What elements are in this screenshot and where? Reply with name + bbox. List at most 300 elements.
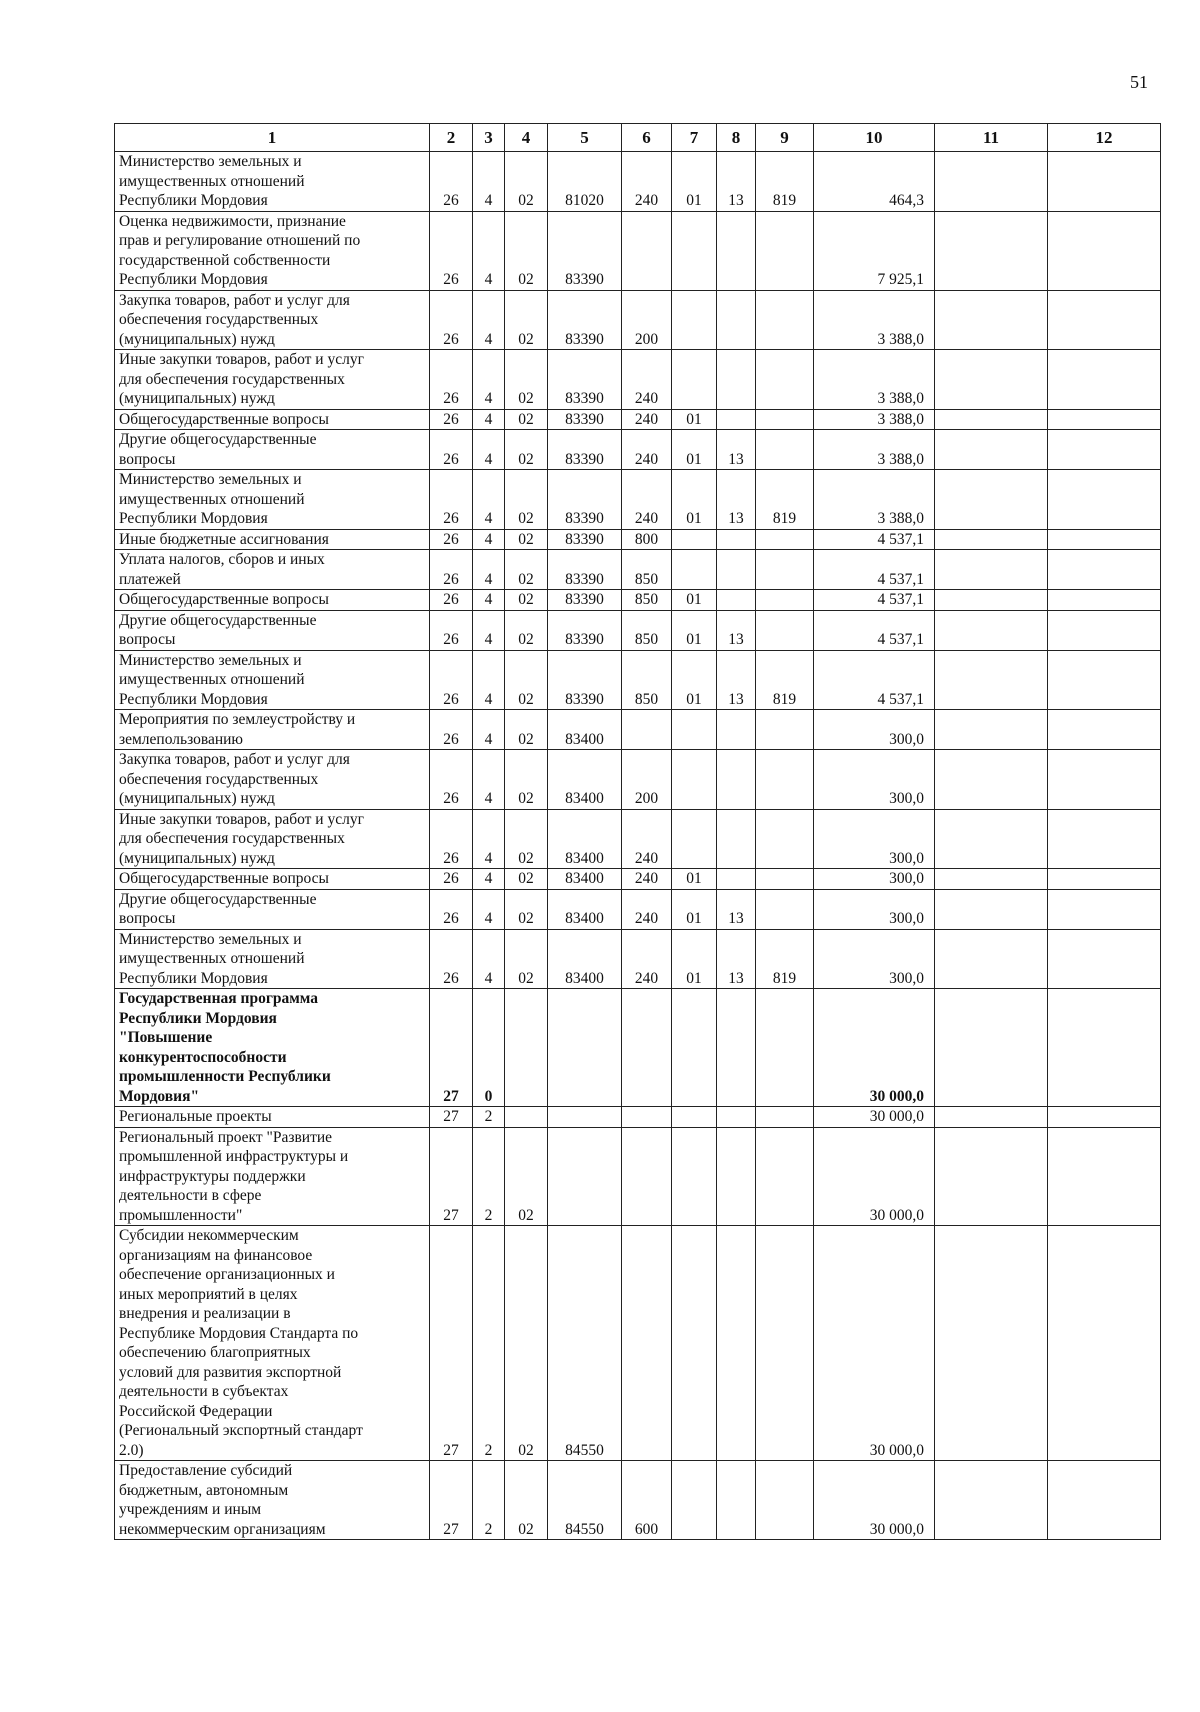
description-line: для обеспечения государственных xyxy=(119,830,345,847)
code-cell: 240 xyxy=(622,430,672,470)
amount-cell: 464,3 xyxy=(814,152,935,212)
table-row xyxy=(115,1226,1161,1461)
code-cell: 26 xyxy=(430,929,473,989)
code-cell xyxy=(717,409,756,430)
code-cell xyxy=(717,550,756,590)
code-cell: 4 xyxy=(473,430,505,470)
row-description xyxy=(115,1461,430,1540)
description-line: вопросы xyxy=(119,631,176,648)
description-line: Закупка товаров, работ и услуг для xyxy=(119,751,350,768)
code-cell: 26 xyxy=(430,529,473,550)
description-line: Мероприятия по землеустройству и xyxy=(119,711,356,728)
code-cell: 83390 xyxy=(548,550,622,590)
code-cell xyxy=(1048,1107,1161,1128)
code-cell: 4 xyxy=(473,211,505,290)
code-cell xyxy=(1048,610,1161,650)
code-cell xyxy=(1048,350,1161,410)
description-line: обеспечение организационных и xyxy=(119,1266,335,1283)
code-cell: 26 xyxy=(430,590,473,611)
code-cell xyxy=(717,290,756,350)
code-cell: 01 xyxy=(672,470,717,530)
code-cell: 2 xyxy=(473,1107,505,1128)
amount-cell: 3 388,0 xyxy=(814,409,935,430)
code-cell xyxy=(1048,470,1161,530)
code-cell xyxy=(935,529,1048,550)
code-cell xyxy=(672,1107,717,1128)
code-cell xyxy=(717,750,756,810)
code-cell xyxy=(756,889,814,929)
code-cell xyxy=(622,1127,672,1226)
code-cell: 02 xyxy=(505,750,548,810)
description-line: Государственная программа xyxy=(119,990,318,1007)
code-cell: 83390 xyxy=(548,470,622,530)
code-cell xyxy=(548,1107,622,1128)
code-cell: 240 xyxy=(622,889,672,929)
code-cell: 26 xyxy=(430,650,473,710)
code-cell: 26 xyxy=(430,889,473,929)
code-cell: 4 xyxy=(473,610,505,650)
description-line: Иные закупки товаров, работ и услуг xyxy=(119,351,364,368)
code-cell: 02 xyxy=(505,550,548,590)
column-header: 7 xyxy=(672,124,717,152)
code-cell: 83390 xyxy=(548,290,622,350)
amount-cell: 300,0 xyxy=(814,869,935,890)
description-line: (муниципальных) нужд xyxy=(119,790,275,807)
code-cell: 200 xyxy=(622,290,672,350)
code-cell xyxy=(935,350,1048,410)
code-cell: 850 xyxy=(622,650,672,710)
code-cell: 02 xyxy=(505,1226,548,1461)
code-cell: 200 xyxy=(622,750,672,810)
code-cell xyxy=(1048,989,1161,1107)
code-cell: 819 xyxy=(756,152,814,212)
description-line: обеспечению благоприятных xyxy=(119,1344,311,1361)
code-cell: 81020 xyxy=(548,152,622,212)
code-cell: 26 xyxy=(430,152,473,212)
code-cell: 600 xyxy=(622,1461,672,1540)
description-line: условий для развития экспортной xyxy=(119,1363,342,1381)
table-row xyxy=(115,529,1161,550)
code-cell xyxy=(1048,290,1161,350)
description-line: Министерство земельных и xyxy=(119,153,302,170)
code-cell: 83390 xyxy=(548,430,622,470)
description-line: вопросы xyxy=(119,450,176,468)
description-line: (муниципальных) нужд xyxy=(119,849,275,867)
code-cell xyxy=(756,710,814,750)
amount-cell: 4 537,1 xyxy=(814,610,935,650)
code-cell: 26 xyxy=(430,430,473,470)
code-cell: 02 xyxy=(505,290,548,350)
code-cell xyxy=(717,710,756,750)
code-cell xyxy=(672,1127,717,1226)
code-cell xyxy=(672,350,717,410)
code-cell: 83400 xyxy=(548,869,622,890)
amount-cell: 300,0 xyxy=(814,809,935,869)
code-cell xyxy=(717,1461,756,1540)
code-cell xyxy=(717,809,756,869)
code-cell xyxy=(717,1127,756,1226)
code-cell: 4 xyxy=(473,470,505,530)
code-cell: 27 xyxy=(430,1127,473,1226)
code-cell xyxy=(672,989,717,1107)
code-cell xyxy=(935,809,1048,869)
amount-cell: 300,0 xyxy=(814,710,935,750)
row-description xyxy=(115,409,430,430)
description-line: деятельности в субъектах xyxy=(119,1383,289,1400)
description-line: Мордовия" xyxy=(119,1087,200,1105)
row-description xyxy=(115,1107,430,1128)
code-cell xyxy=(756,1107,814,1128)
row-description xyxy=(115,989,430,1107)
table-row xyxy=(115,610,1161,650)
code-cell: 13 xyxy=(717,610,756,650)
description-line: Республики Мордовия xyxy=(119,192,268,209)
code-cell: 83400 xyxy=(548,710,622,750)
table-row xyxy=(115,809,1161,869)
row-description xyxy=(115,470,430,530)
amount-cell: 30 000,0 xyxy=(814,1127,935,1226)
column-header: 2 xyxy=(430,124,473,152)
code-cell xyxy=(1048,430,1161,470)
code-cell: 819 xyxy=(756,470,814,530)
description-line: промышленной инфраструктуры и xyxy=(119,1148,349,1165)
code-cell xyxy=(756,750,814,810)
column-header: 4 xyxy=(505,124,548,152)
code-cell: 4 xyxy=(473,889,505,929)
code-cell xyxy=(548,989,622,1107)
code-cell xyxy=(1048,409,1161,430)
code-cell: 01 xyxy=(672,869,717,890)
code-cell xyxy=(1048,889,1161,929)
row-description xyxy=(115,1226,430,1461)
code-cell xyxy=(717,529,756,550)
row-description xyxy=(115,211,430,290)
code-cell xyxy=(935,1226,1048,1461)
description-line: Республики Мордовия xyxy=(119,1009,277,1027)
code-cell xyxy=(935,1107,1048,1128)
description-line: Общегосударственные вопросы xyxy=(119,410,329,428)
code-cell: 26 xyxy=(430,550,473,590)
code-cell xyxy=(717,869,756,890)
code-cell xyxy=(935,590,1048,611)
table-row xyxy=(115,989,1161,1107)
code-cell xyxy=(717,1107,756,1128)
code-cell: 02 xyxy=(505,211,548,290)
code-cell xyxy=(935,710,1048,750)
table-row xyxy=(115,409,1161,430)
code-cell xyxy=(622,710,672,750)
code-cell xyxy=(935,1127,1048,1226)
code-cell xyxy=(672,290,717,350)
code-cell xyxy=(935,430,1048,470)
code-cell xyxy=(505,1107,548,1128)
column-header: 8 xyxy=(717,124,756,152)
code-cell xyxy=(756,590,814,611)
description-line: (муниципальных) нужд xyxy=(119,330,275,348)
code-cell: 850 xyxy=(622,610,672,650)
code-cell xyxy=(672,1226,717,1461)
code-cell xyxy=(756,989,814,1107)
description-line: бюджетным, автономным xyxy=(119,1481,289,1499)
code-cell: 4 xyxy=(473,590,505,611)
code-cell: 01 xyxy=(672,430,717,470)
description-line: Иные бюджетные ассигнования xyxy=(119,530,329,548)
code-cell: 2 xyxy=(473,1461,505,1540)
code-cell xyxy=(717,211,756,290)
description-line: некоммерческим организациям xyxy=(119,1520,326,1538)
table-row xyxy=(115,290,1161,350)
table-row xyxy=(115,470,1161,530)
description-line: Субсидии некоммерческим xyxy=(119,1227,299,1244)
table-row xyxy=(115,550,1161,590)
row-description xyxy=(115,152,430,212)
code-cell: 01 xyxy=(672,152,717,212)
code-cell xyxy=(548,1127,622,1226)
code-cell: 26 xyxy=(430,710,473,750)
page-number: 51 xyxy=(1130,72,1148,92)
code-cell: 13 xyxy=(717,889,756,929)
amount-cell: 3 388,0 xyxy=(814,430,935,470)
description-line: Другие общегосударственные xyxy=(119,611,317,629)
description-line: Российской Федерации xyxy=(119,1402,273,1420)
description-line: имущественных отношений xyxy=(119,490,305,508)
code-cell: 01 xyxy=(672,889,717,929)
code-cell: 02 xyxy=(505,430,548,470)
description-line: (Региональный экспортный стандарт xyxy=(119,1422,363,1439)
code-cell: 26 xyxy=(430,409,473,430)
column-header: 1 xyxy=(115,124,430,152)
description-line: Закупка товаров, работ и услуг для xyxy=(119,291,350,309)
code-cell xyxy=(756,430,814,470)
code-cell: 4 xyxy=(473,750,505,810)
code-cell: 4 xyxy=(473,152,505,212)
code-cell xyxy=(756,211,814,290)
code-cell xyxy=(672,529,717,550)
description-line: Республики Мордовия xyxy=(119,969,268,987)
row-description xyxy=(115,929,430,989)
amount-cell: 300,0 xyxy=(814,929,935,989)
description-line: для обеспечения государственных xyxy=(119,370,345,388)
code-cell: 13 xyxy=(717,650,756,710)
code-cell: 01 xyxy=(672,409,717,430)
table-row xyxy=(115,211,1161,290)
description-line: имущественных отношений xyxy=(119,950,305,967)
code-cell: 02 xyxy=(505,470,548,530)
code-cell: 02 xyxy=(505,869,548,890)
table-row xyxy=(115,929,1161,989)
code-cell xyxy=(756,1226,814,1461)
code-cell: 240 xyxy=(622,470,672,530)
description-line: учреждениям и иным xyxy=(119,1501,262,1518)
row-description xyxy=(115,750,430,810)
code-cell: 240 xyxy=(622,152,672,212)
code-cell xyxy=(505,989,548,1107)
description-line: Другие общегосударственные xyxy=(119,890,317,908)
code-cell: 02 xyxy=(505,350,548,410)
code-cell: 0 xyxy=(473,989,505,1107)
amount-cell: 3 388,0 xyxy=(814,470,935,530)
code-cell: 83400 xyxy=(548,929,622,989)
code-cell: 02 xyxy=(505,1461,548,1540)
code-cell: 13 xyxy=(717,470,756,530)
code-cell: 26 xyxy=(430,750,473,810)
code-cell: 4 xyxy=(473,529,505,550)
amount-cell: 7 925,1 xyxy=(814,211,935,290)
code-cell: 4 xyxy=(473,290,505,350)
code-cell xyxy=(1048,809,1161,869)
code-cell: 02 xyxy=(505,610,548,650)
code-cell xyxy=(717,989,756,1107)
description-line: обеспечения государственных xyxy=(119,770,319,788)
budget-table xyxy=(114,123,1161,1540)
table-row xyxy=(115,1127,1161,1226)
row-description xyxy=(115,290,430,350)
code-cell xyxy=(1048,529,1161,550)
description-line: прав и регулирование отношений по xyxy=(119,232,361,249)
description-line: обеспечения государственных xyxy=(119,311,319,328)
code-cell: 26 xyxy=(430,470,473,530)
code-cell: 850 xyxy=(622,590,672,611)
code-cell: 4 xyxy=(473,710,505,750)
table-row xyxy=(115,590,1161,611)
code-cell xyxy=(935,650,1048,710)
code-cell: 83390 xyxy=(548,211,622,290)
code-cell: 83390 xyxy=(548,590,622,611)
code-cell: 240 xyxy=(622,809,672,869)
table-row xyxy=(115,750,1161,810)
code-cell xyxy=(935,869,1048,890)
column-header: 9 xyxy=(756,124,814,152)
code-cell xyxy=(672,750,717,810)
amount-cell: 30 000,0 xyxy=(814,1226,935,1461)
code-cell: 83400 xyxy=(548,809,622,869)
description-line: вопросы xyxy=(119,910,176,927)
code-cell xyxy=(756,1127,814,1226)
code-cell: 4 xyxy=(473,809,505,869)
description-line: организациям на финансовое xyxy=(119,1246,313,1264)
code-cell xyxy=(1048,869,1161,890)
code-cell xyxy=(622,1107,672,1128)
description-line: Оценка недвижимости, признание xyxy=(119,212,346,230)
code-cell: 01 xyxy=(672,929,717,989)
amount-cell: 30 000,0 xyxy=(814,989,935,1107)
description-line: Иные закупки товаров, работ и услуг xyxy=(119,810,364,828)
table-row xyxy=(115,650,1161,710)
code-cell xyxy=(1048,750,1161,810)
code-cell: 83390 xyxy=(548,529,622,550)
code-cell: 02 xyxy=(505,710,548,750)
description-line: Региональные проекты xyxy=(119,1108,272,1125)
code-cell xyxy=(756,350,814,410)
code-cell: 2 xyxy=(473,1226,505,1461)
column-header: 11 xyxy=(935,124,1048,152)
column-header: 12 xyxy=(1048,124,1161,152)
description-line: имущественных отношений xyxy=(119,172,305,190)
code-cell xyxy=(1048,929,1161,989)
code-cell xyxy=(756,809,814,869)
row-description xyxy=(115,350,430,410)
code-cell xyxy=(1048,1226,1161,1461)
table-row xyxy=(115,710,1161,750)
amount-cell: 4 537,1 xyxy=(814,529,935,550)
table-row xyxy=(115,1461,1161,1540)
code-cell: 02 xyxy=(505,529,548,550)
code-cell: 4 xyxy=(473,929,505,989)
code-cell xyxy=(756,409,814,430)
code-cell: 83390 xyxy=(548,409,622,430)
code-cell: 83390 xyxy=(548,350,622,410)
description-line: Республики Мордовия xyxy=(119,271,268,288)
row-description xyxy=(115,1127,430,1226)
table-row xyxy=(115,350,1161,410)
description-line: Уплата налогов, сборов и иных xyxy=(119,551,325,568)
code-cell: 83390 xyxy=(548,650,622,710)
code-cell: 2 xyxy=(473,1127,505,1226)
code-cell xyxy=(935,929,1048,989)
amount-cell: 4 537,1 xyxy=(814,550,935,590)
description-line: 2.0) xyxy=(119,1441,144,1459)
code-cell xyxy=(935,889,1048,929)
code-cell: 850 xyxy=(622,550,672,590)
code-cell xyxy=(1048,211,1161,290)
code-cell: 4 xyxy=(473,350,505,410)
code-cell xyxy=(756,550,814,590)
code-cell xyxy=(717,590,756,611)
code-cell: 26 xyxy=(430,290,473,350)
code-cell: 02 xyxy=(505,929,548,989)
row-description xyxy=(115,650,430,710)
code-cell: 01 xyxy=(672,610,717,650)
code-cell xyxy=(756,610,814,650)
row-description xyxy=(115,809,430,869)
row-description xyxy=(115,430,430,470)
code-cell xyxy=(935,989,1048,1107)
description-line: внедрения и реализации в xyxy=(119,1305,291,1322)
code-cell xyxy=(935,470,1048,530)
description-line: землепользованию xyxy=(119,730,244,748)
code-cell: 26 xyxy=(430,211,473,290)
code-cell xyxy=(1048,550,1161,590)
code-cell: 27 xyxy=(430,989,473,1107)
amount-cell: 3 388,0 xyxy=(814,290,935,350)
description-line: Министерство земельных и xyxy=(119,471,302,488)
code-cell xyxy=(935,290,1048,350)
description-line: государственной собственности xyxy=(119,251,331,269)
amount-cell: 30 000,0 xyxy=(814,1107,935,1128)
code-cell: 02 xyxy=(505,650,548,710)
code-cell: 13 xyxy=(717,929,756,989)
code-cell: 83390 xyxy=(548,610,622,650)
description-line: конкурентоспособности xyxy=(119,1048,287,1066)
code-cell: 83400 xyxy=(548,750,622,810)
description-line: иных мероприятий в целях xyxy=(119,1285,298,1303)
code-cell: 26 xyxy=(430,610,473,650)
code-cell xyxy=(672,1461,717,1540)
description-line: (муниципальных) нужд xyxy=(119,390,275,407)
row-description xyxy=(115,610,430,650)
description-line: Министерство земельных и xyxy=(119,651,302,669)
amount-cell: 3 388,0 xyxy=(814,350,935,410)
code-cell: 4 xyxy=(473,650,505,710)
column-header: 5 xyxy=(548,124,622,152)
code-cell xyxy=(935,152,1048,212)
code-cell xyxy=(672,550,717,590)
description-line: Другие общегосударственные xyxy=(119,431,317,448)
column-header: 10 xyxy=(814,124,935,152)
code-cell: 240 xyxy=(622,350,672,410)
code-cell xyxy=(935,610,1048,650)
code-cell xyxy=(756,869,814,890)
